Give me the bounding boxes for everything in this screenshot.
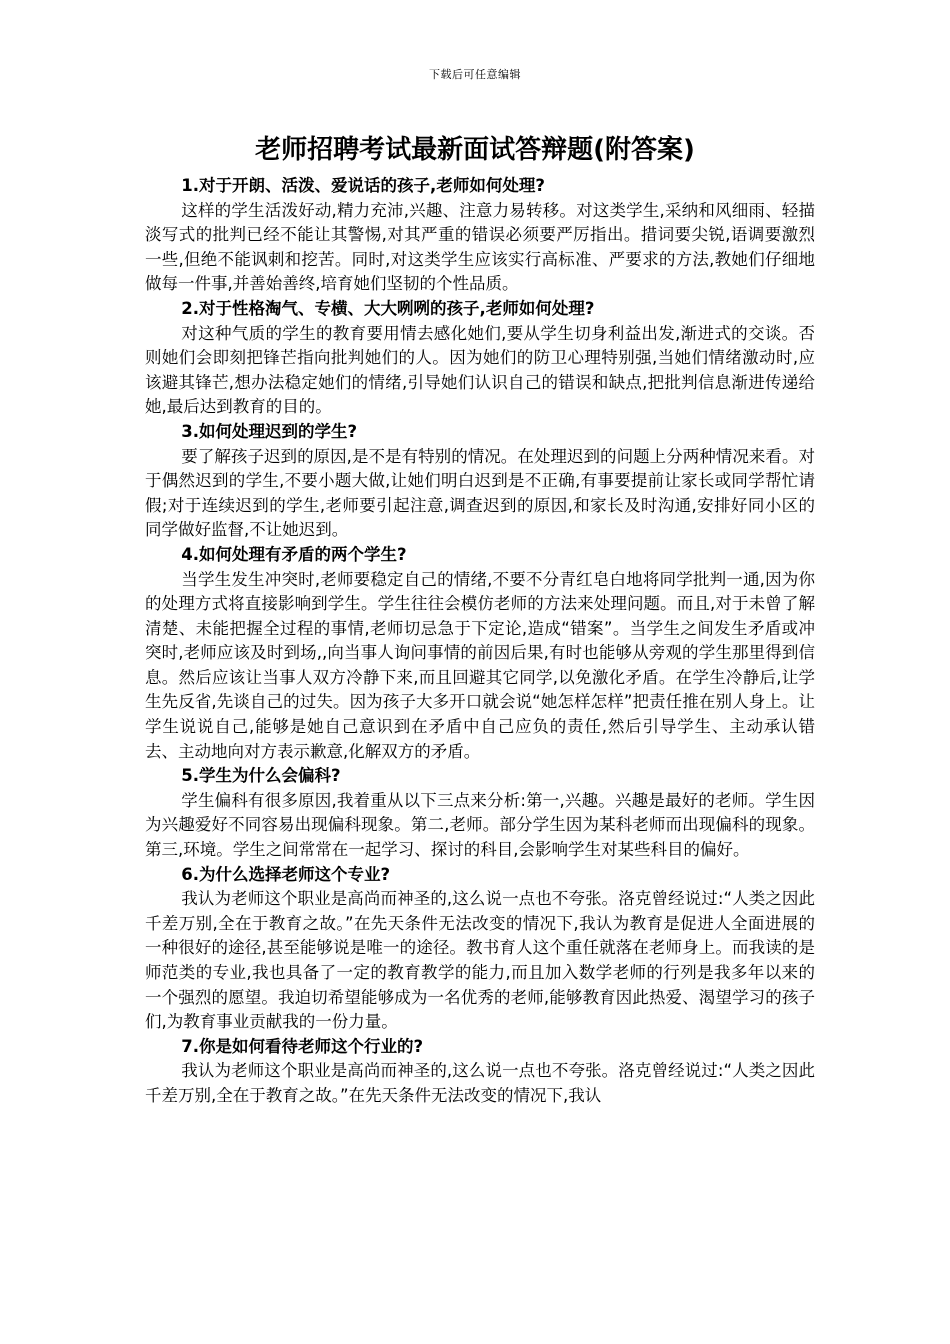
answer-5: 学生偏科有很多原因,我着重从以下三点来分析:第一,兴趣。兴趣是最好的老师。学生因为兴趣爱好不同容易出现偏科现象。第二,老师。部分学生因为某科老师而出现偏科的现象。第三,环境。学生之间常常在一起学习、探讨的科目,会影响学生对某些科目的偏好。 <box>145 790 815 860</box>
question-6: 6.为什么选择老师这个专业? <box>181 864 391 884</box>
header-note: 下载后可任意编辑 <box>429 68 521 81</box>
answer-2: 对这种气质的学生的教育要用情去感化她们,要从学生切身利益出发,渐进式的交谈。否则她们会即刻把锋芒指向批判她们的人。因为她们的防卫心理特别强,当她们情绪激动时,应该避其锋芒,想办法稳定她们的情绪,引导她们认识自己的错误和缺点,把批判信息渐进传递给她,最后达到教育的目的。 <box>145 323 815 417</box>
question-7: 7.你是如何看待老师这个行业的? <box>181 1036 424 1056</box>
document-body <box>145 174 815 1109</box>
answer-4: 当学生发生冲突时,老师要稳定自己的情绪,不要不分青红皂白地将同学批判一通,因为你的处理方式将直接影响到学生。学生往往会模仿老师的方法来处理问题。而且,对于未曾了解清楚、未能把握全过程的事情,老师切忌急于下定论,造成“错案”。当学生之间发生矛盾或冲突时,老师应该及时到场,,向当事人询问事情的前因后果,有时也能够从旁观的学生那里得到信息。然后应该让当事人双方冷静下来,而且回避其它同学,以免激化矛盾。在学生冷静后,让学生先反省,先谈自己的过失。因为孩子大多开口就会说“她怎样怎样”把责任推在别人身上。让学生说说自己,能够是她自己意识到在矛盾中自己应负的责任,然后引导学生、主动承认错去、主动地向对方表示歉意,化解双方的矛盾。 <box>145 569 815 761</box>
answer-7: 我认为老师这个职业是高尚而神圣的,这么说一点也不夸张。洛克曾经说过:“人类之因此千差万别,全在于教育之故。”在先天条件无法改变的情况下,我认 <box>145 1061 815 1105</box>
document-title: 老师招聘考试最新面试答辩题(附答案) <box>255 135 695 165</box>
question-1: 1.对于开朗、活泼、爱说话的孩子,老师如何处理? <box>181 176 545 195</box>
answer-1: 这样的学生活泼好动,精力充沛,兴趣、注意力易转移。对这类学生,采纳和风细雨、轻描淡写式的批判已经不能让其警惕,对其严重的错误必须要严厉指出。措词要尖锐,语调要激烈一些,但绝不能讽刺和挖苦。同时,对这类学生应该实行高标准、严要求的方法,教她们仔细地做每一件事,并善始善终,培育她们坚韧的个性品质。 <box>145 200 815 294</box>
answer-3: 要了解孩子迟到的原因,是不是有特别的情况。在处理迟到的问题上分两种情况来看。对于偶然迟到的学生,不要小题大做,让她们明白迟到是不正确,有事要提前让家长或同学帮忙请假;对于连续迟到的学生,老师要引起注意,调查迟到的原因,和家长及时沟通,安排好同小区的同学做好监督,不让她迟到。 <box>145 446 815 540</box>
question-3: 3.如何处理迟到的学生? <box>181 421 358 441</box>
answer-6: 我认为老师这个职业是高尚而神圣的,这么说一点也不夸张。洛克曾经说过:“人类之因此千差万别,全在于教育之故。”在先天条件无法改变的情况下,我认为教育是促进人全面进展的一种很好的途径,甚至能够说是唯一的途径。教书育人这个重任就落在老师身上。而我读的是师范类的专业,我也具备了一定的教育教学的能力,而且加入数学老师的行列是我多年以来的一个强烈的愿望。我迫切希望能够成为一名优秀的老师,能够教育因此热爱、渴望学习的孩子们,为教育事业贡献我的一份力量。 <box>145 889 815 1032</box>
question-4: 4.如何处理有矛盾的两个学生? <box>181 544 407 564</box>
question-2: 2.对于性格淘气、专横、大大咧咧的孩子,老师如何处理? <box>181 298 595 318</box>
question-5: 5.学生为什么会偏科? <box>181 766 341 786</box>
